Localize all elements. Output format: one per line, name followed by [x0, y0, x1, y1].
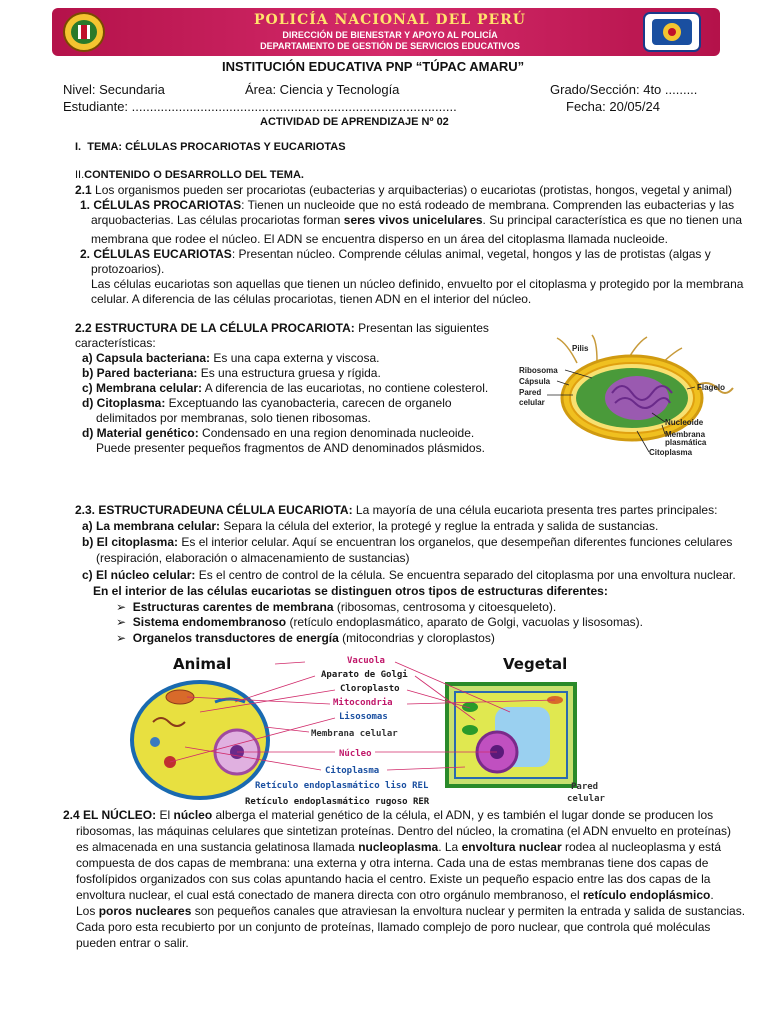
- s24-line2: ribosomas, las máquinas celulares que sintetizan proteínas. Dentro del núcleo, la cromatina (el ADN envuelto en proteínas): [76, 824, 732, 838]
- s23-b2: (respiración, elaboración o almacenamiento de sustancias): [96, 551, 410, 565]
- animal-title: Animal: [173, 655, 232, 673]
- label-nucleo: Núcleo: [339, 749, 372, 759]
- item2-line1: [80, 247, 711, 262]
- item2-num: 2.: [80, 247, 91, 261]
- grado-field: Grado/Sección: 4to .........: [550, 82, 698, 97]
- label-lisosomas: Lisosomas: [339, 712, 388, 722]
- s24-num: 2.4 EL NÚCLEO:: [63, 808, 157, 822]
- arrow-bullet-icon: ➢: [116, 600, 127, 614]
- p21: [75, 183, 732, 198]
- s23-title: 2.3. ESTRUCTURADEUNA CÉLULA EUCARIOTA:: [75, 503, 353, 517]
- bullet-1: ➢ Estructuras carentes de membrana (ribosomas, centrosoma y citoesqueleto).: [116, 600, 557, 614]
- item1-text: : Tienen un nucleoide que no está rodeado de membrana. Comprenden las eubacterias y las: [241, 198, 735, 212]
- school-emblem-logo: [642, 11, 702, 53]
- section2-label: CONTENIDO O DESARROLLO DEL TEMA.: [84, 169, 304, 181]
- item1-line1: [80, 198, 734, 213]
- label-vacuola: Vacuola: [347, 656, 385, 666]
- p21-text: Los organismos pueden ser procariotas (eubacterias y arquibacterias) o eucariotas (protistas, hongos, vegetal y animal): [91, 183, 733, 197]
- s22-title-line: [75, 321, 489, 336]
- label-capsula: Cápsula: [519, 377, 551, 386]
- animal-cell: [132, 682, 268, 798]
- label-rel: Retículo endoplasmático liso REL: [255, 781, 429, 791]
- s22-title: 2.2 ESTRUCTURA DE LA CÉLULA PROCARIOTA:: [75, 321, 355, 335]
- s23-b: b) El citoplasma: Es el interior celular. Aquí se encuentran los organelos, que desempeñan diferentes funciones celulares: [82, 535, 733, 549]
- bullet-3: ➢ Organelos transductores de energía (mitocondrias y cloroplastos): [116, 631, 495, 645]
- s24-line8: Cada poro esta recubierto por un conjunto de proteínas, llamado complejo de poro nuclear, que controla qué moléculas: [76, 920, 711, 934]
- section2-roman: II.: [75, 169, 85, 181]
- p21-num: 2.1: [75, 183, 92, 197]
- bullet-2: ➢ Sistema endomembranoso (retículo endoplasmático, aparato de Golgi, vacuolas y lisosomas).: [116, 615, 643, 629]
- tema-heading: [75, 140, 346, 155]
- police-shield-logo: [62, 11, 106, 53]
- label-citoplasma-cell: Citoplasma: [325, 766, 380, 776]
- item2-text: : Presentan núcleo. Comprende células animal, vegetal, hongos y las de protistas (algas y: [231, 247, 711, 261]
- s24-line3: es almacenada en una sustancia gelatinosa llamada nucleoplasma. La envoltura nuclear rodea al nucleoplasma y está: [76, 840, 722, 854]
- banner-title: POLICÍA NACIONAL DEL PERÚ: [253, 12, 527, 28]
- organelle-labels: [245, 656, 430, 807]
- label-flagelo: Flagelo: [697, 383, 726, 392]
- item2-line4: celular. A diferencia de las células procariotas, tienen ADN en el interior del núcleo.: [91, 292, 532, 306]
- item1-line2: arquobacterias. Las células procariotas forman seres vivos unicelulares. Su principal característica es que no tienen una: [91, 213, 743, 227]
- arrow-bullet-icon: ➢: [116, 631, 127, 645]
- student-field: Estudiante: ..........................................................................................: [63, 99, 457, 114]
- item1-num: 1.: [80, 198, 91, 212]
- s22-a: a) Capsula bacteriana: Es una capa externa y viscosa.: [82, 351, 380, 365]
- tema-label: TEMA: CÉLULAS PROCARIOTAS Y EUCARIOTAS: [87, 141, 346, 153]
- label-ribosoma: Ribosoma: [519, 366, 558, 375]
- s22-e: d) Material genético: Condensado en una region denominada nucleoide.: [82, 426, 475, 440]
- s22-d2: delimitados por membranas, solo tienen ribosomas.: [96, 411, 371, 425]
- label-pared-2-cell: celular: [567, 794, 605, 804]
- item1-title: CÉLULAS PROCARIOTAS: [93, 198, 242, 212]
- label-cloroplasto: Cloroplasto: [340, 684, 400, 694]
- label-golgi: Aparato de Golgi: [321, 670, 408, 680]
- seres-vivos-bold: seres vivos unicelulares: [343, 213, 483, 227]
- s22-d: d) Citoplasma: Exceptuando las cyanobacteria, carecen de organelo: [82, 396, 452, 410]
- item2-title: CÉLULAS EUCARIOTAS: [93, 247, 232, 261]
- eukaryote-cells-diagram: [125, 652, 625, 808]
- header-banner: [52, 8, 720, 56]
- s23-title-line: [75, 503, 717, 518]
- activity-title: ACTIVIDAD DE APRENDIZAJE Nº 02: [260, 116, 449, 128]
- s23-c: c) El núcleo celular: Es el centro de control de la célula. Se encuentra separado del citoplasma por una envoltura nuclear.: [82, 568, 736, 582]
- section2-heading: [75, 168, 304, 183]
- label-citoplasma: Citoplasma: [649, 448, 693, 457]
- s23-a: a) La membrana celular: Separa la célula del exterior, la protegé y reglue la entrada y salida de sustancias.: [82, 519, 659, 533]
- item1-line3: membrana que rodee el núcleo. El ADN se encuentra disperso en un área del citoplasma llamada nucleoide.: [91, 232, 669, 246]
- s24-line5: fosfolípidos organizados con sus colas apuntando hacia el centro. Existe un pequeño espacio entre las dos capas de la: [76, 872, 711, 886]
- label-nucleoide: Nucleoide: [665, 418, 704, 427]
- s24-line6: envoltura nuclear, el cual está conectado de manera directa con otro orgánulo membranoso, el retículo endoplásmico.: [76, 888, 714, 902]
- s22-c: c) Membrana celular: A diferencia de las eucariotas, no contiene colesterol.: [82, 381, 489, 395]
- arrow-bullet-icon: ➢: [116, 615, 127, 629]
- nivel-field: Nivel: Secundaria: [63, 82, 165, 97]
- area-field: Área: Ciencia y Tecnología: [245, 82, 400, 97]
- label-rer: Retículo endoplasmático rugoso RER: [245, 797, 430, 807]
- prokaryote-diagram: [497, 333, 737, 461]
- institution-name: INSTITUCIÓN EDUCATIVA PNP “TÚPAC AMARU”: [222, 59, 525, 74]
- banner-department: DEPARTAMENTO DE GESTIÓN DE SERVICIOS EDUCATIVOS: [260, 41, 520, 51]
- label-pared-1: Pared: [519, 388, 542, 397]
- label-pared-1-cell: Pared: [571, 782, 599, 792]
- s23-interior: En el interior de las células eucariotas se distinguen otros tipos de estructuras diferentes:: [93, 584, 608, 598]
- label-pilis: Pilis: [572, 344, 589, 353]
- s22-e2: Puede presenter pequeños fragmentos de AND denominados plásmidos.: [96, 441, 485, 455]
- s22-b: b) Pared bacteriana: Es una estructura gruesa y rígida.: [82, 366, 381, 380]
- banner-subtitle: DIRECCIÓN DE BIENESTAR Y APOYO AL POLICÍA: [282, 30, 498, 40]
- s24-line9: pueden entrar o salir.: [76, 936, 189, 950]
- label-membrana-celular: Membrana celular: [311, 729, 398, 739]
- label-membrana-2: plasmática: [665, 438, 707, 447]
- s22-intro2: características:: [75, 336, 156, 350]
- item2-line3: Las células eucariotas son aquellas que tienen un núcleo definido, envuelto por el citoplasma y protegido por la membrana: [91, 277, 744, 291]
- s23-intro: La mayoría de una célula eucariota presenta tres partes principales:: [352, 503, 718, 517]
- label-pared-2: celular: [519, 398, 545, 407]
- date-field: Fecha: 20/05/24: [566, 99, 660, 114]
- label-membrana-1: Membrana: [665, 430, 706, 439]
- vegetal-title: Vegetal: [503, 655, 568, 673]
- s24-line7: Los poros nucleares son pequeños canales que atraviesan la envoltura nuclear y permiten la entrada y salida de sustancias.: [76, 904, 746, 918]
- item2-line2: protozoarios).: [91, 262, 165, 276]
- tema-num: I.: [75, 141, 82, 153]
- vegetal-cell: [447, 684, 575, 786]
- label-mitocondria: Mitocondria: [333, 698, 393, 708]
- s24-line4: compuesta de dos capas de membrana: una externa y otra interna. Cada una de estas membranas tiene dos capas de: [76, 856, 709, 870]
- s22-intro: Presentan las siguientes: [354, 321, 489, 335]
- s24-line1: 2.4 EL NÚCLEO: El núcleo alberga el material genético de la célula, el ADN, y es también el lugar donde se producen los: [63, 808, 714, 822]
